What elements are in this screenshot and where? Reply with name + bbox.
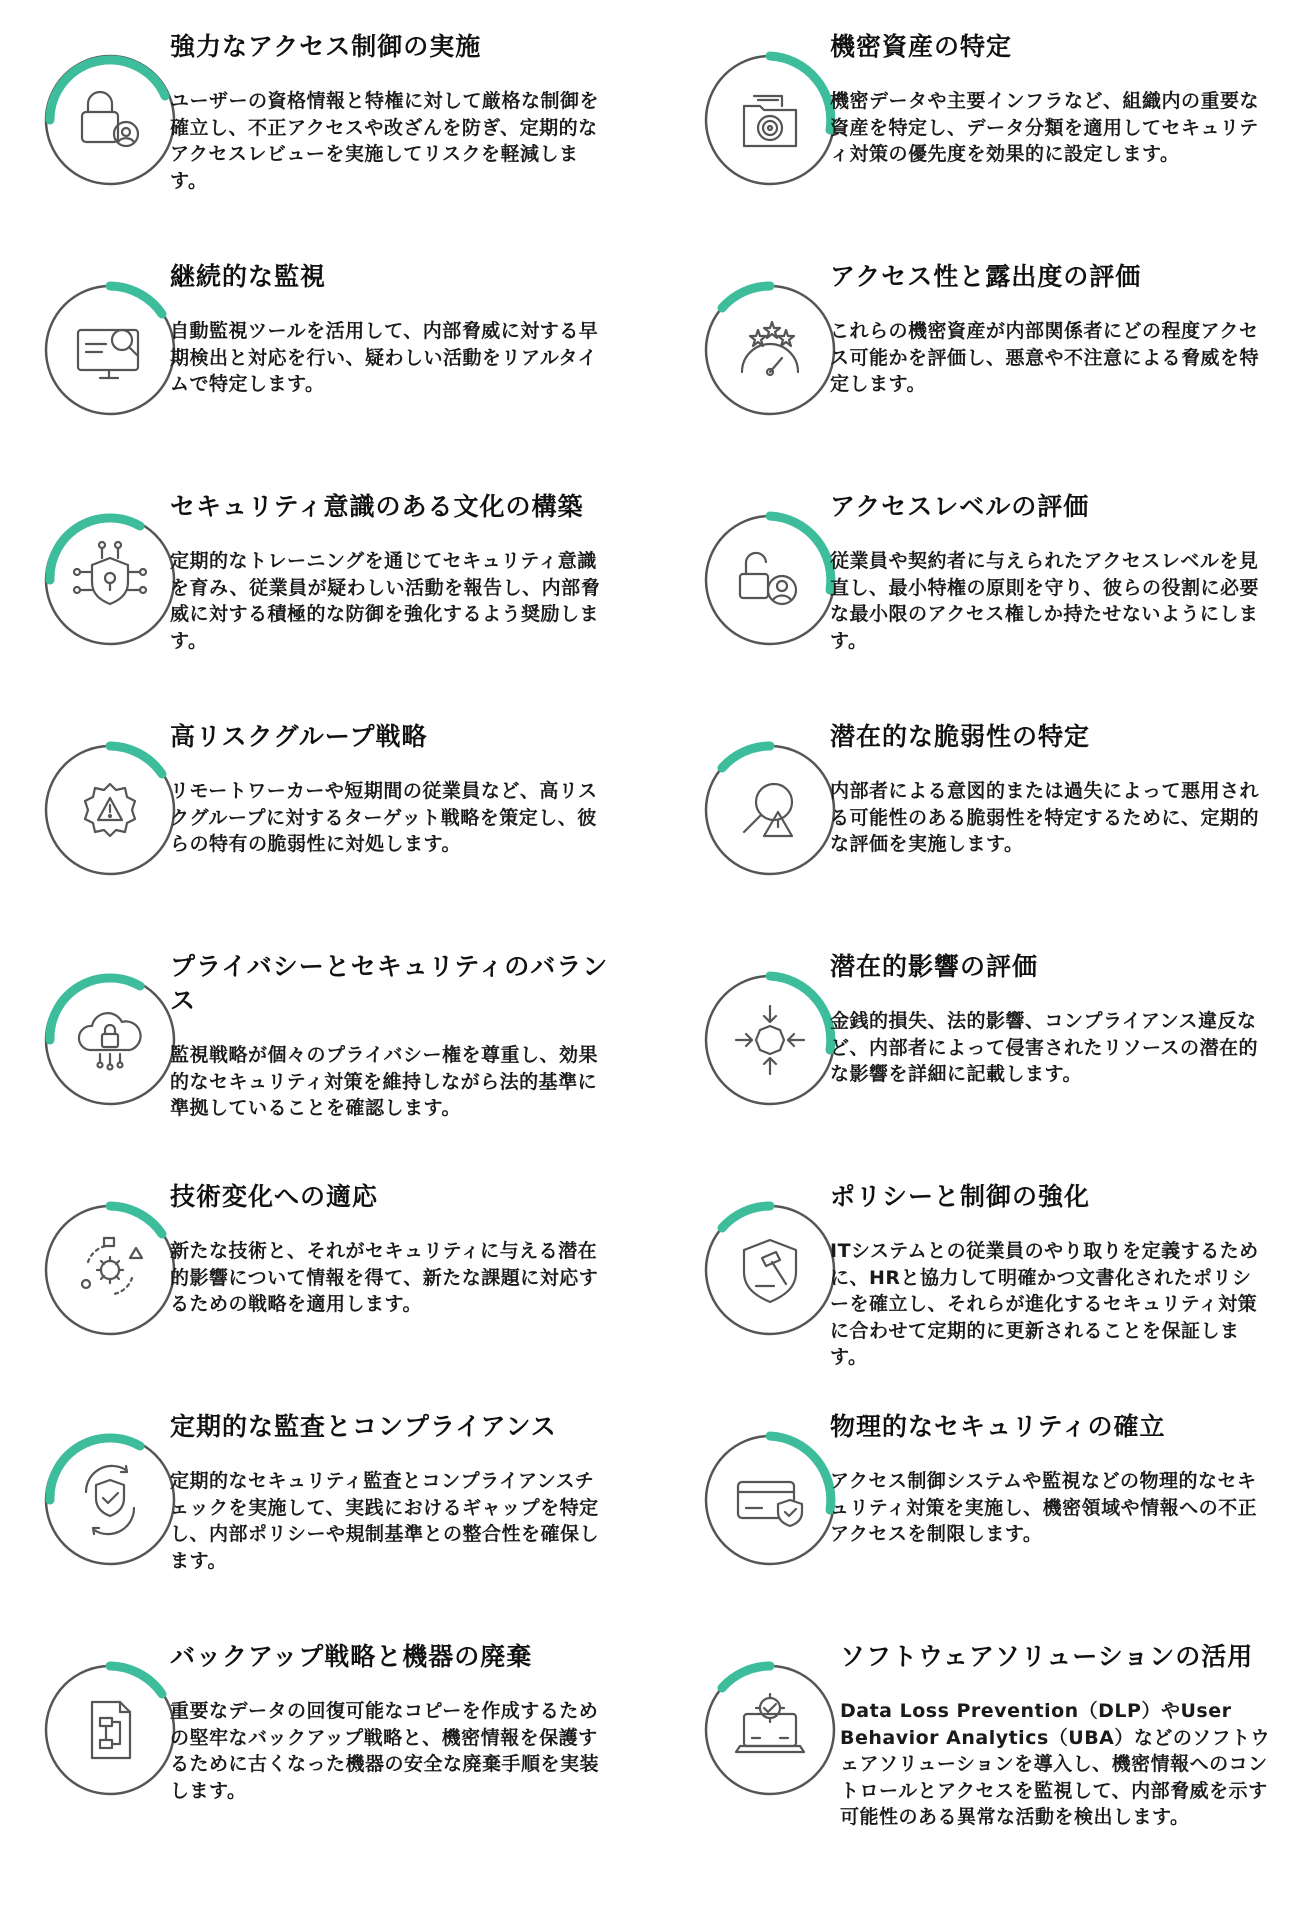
list-item xyxy=(660,1380,1300,1610)
item-description: アクセス制御システムや監視などの物理的なセキュリティ対策を実施し、機密領域や情報への不正アクセスを制限します。 xyxy=(830,1470,1258,1545)
item-title: プライバシーとセキュリティのバランス xyxy=(170,952,609,1015)
item-description: リモートワーカーや短期間の従業員など、高リスクグループに対するターゲット戦略を策定し、彼らの特有の脆弱性に対処します。 xyxy=(170,780,598,855)
item-description: Data Loss Prevention（DLP）やUser Behavior Analytics（UBA）などのソフトウェアソリューションを導入し、機密情報へのコントロールとアクセスを監視して、内部脅威を示す可能性のある異常な活動を検出します。 xyxy=(840,1700,1271,1828)
item-description: 内部者による意図的または過失によって悪用される可能性のある脆弱性を特定するために、定期的な評価を実施します。 xyxy=(830,780,1260,855)
magnifier-warning-icon xyxy=(744,784,792,836)
item-description: ユーザーの資格情報と特権に対して厳格な制御を確立し、不正アクセスや改ざんを防ぎ、定期的なアクセスレビューを実施してリスクを軽減します。 xyxy=(170,90,600,192)
ring-badge xyxy=(700,1430,840,1570)
impact-arrows-icon xyxy=(736,1006,804,1074)
item-description: 定期的なセキュリティ監査とコンプライアンスチェックを実施して、実践におけるギャップを特定し、内部ポリシーや規制基準との整合性を確保します。 xyxy=(170,1470,600,1572)
ring-badge xyxy=(700,280,840,420)
list-item xyxy=(0,230,640,460)
item-title: 潜在的な脆弱性の特定 xyxy=(830,722,1091,751)
list-item xyxy=(660,0,1300,230)
fingerprint-folder-icon xyxy=(744,96,796,146)
ring-badge xyxy=(700,1660,840,1800)
unlock-user-icon xyxy=(740,553,796,604)
item-description: 監視戦略が個々のプライバシー権を尊重し、効果的なセキュリティ対策を維持しながら法的基準に準拠していることを確認します。 xyxy=(170,1044,599,1119)
item-title: 技術変化への適応 xyxy=(170,1182,379,1211)
item-description: これらの機密資産が内部関係者にどの程度アクセス可能かを評価し、悪意や不注意による脅威を特定します。 xyxy=(830,320,1260,395)
item-description: 新たな技術と、それがセキュリティに与える潜在的影響について情報を得て、新たな課題に対応するための戦略を適用します。 xyxy=(170,1240,599,1315)
card-shield-icon xyxy=(738,1482,802,1526)
ring-badge xyxy=(40,510,180,650)
ring-badge xyxy=(40,1200,180,1340)
item-description: 重要なデータの回復可能なコピーを作成するための堅牢なバックアップ戦略と、機密情報を保護するために古くなった機器の安全な廃棄手順を実装します。 xyxy=(170,1700,600,1802)
ring-badge xyxy=(700,510,840,650)
list-item xyxy=(0,920,640,1150)
shield-check-cycle-icon xyxy=(86,1466,134,1534)
item-title: ソフトウェアソリューションの活用 xyxy=(840,1642,1254,1671)
ring-badge xyxy=(40,280,180,420)
item-description: 金銭的損失、法的影響、コンプライアンス違反など、内部者によって侵害されたリソースの潜在的な影響を詳細に記載します。 xyxy=(830,1010,1259,1085)
item-title: 潜在的影響の評価 xyxy=(830,952,1039,981)
list-item xyxy=(0,1380,640,1610)
item-title: 定期的な監査とコンプライアンス xyxy=(170,1412,557,1441)
item-description: 自動監視ツールを活用して、内部脅威に対する早期検出と対応を行い、疑わしい活動をリアルタイムで特定します。 xyxy=(170,320,599,395)
shield-network-icon xyxy=(74,542,146,604)
laptop-gear-icon xyxy=(736,1694,804,1752)
item-description: ITシステムとの従業員のやり取りを定義するために、HRと協力して明確かつ文書化されたポリシーを確立し、それらが進化するセキュリティ対策に合わせて定期的に更新されることを保証します。 xyxy=(830,1240,1259,1368)
ring-badge xyxy=(700,50,840,190)
gauge-stars-icon xyxy=(742,322,798,375)
ring-badge xyxy=(40,740,180,880)
list-item xyxy=(660,1150,1300,1380)
item-title: アクセスレベルの評価 xyxy=(830,492,1090,521)
ring-badge xyxy=(40,970,180,1110)
ring-badge xyxy=(40,1660,180,1800)
item-description: 従業員や契約者に与えられたアクセスレベルを見直し、最小特権の原則を守り、彼らの役割に必要な最小限のアクセス権しか持たせないようにします。 xyxy=(830,550,1260,652)
item-description: 定期的なトレーニングを通じてセキュリティ意識を育み、従業員が疑わしい活動を報告し、内部脅威に対する積極的な防御を強化するよう奨励します。 xyxy=(170,550,601,652)
list-item xyxy=(660,920,1300,1150)
gear-cycle-icon xyxy=(82,1238,142,1294)
item-title: 機密資産の特定 xyxy=(830,32,1013,61)
list-item xyxy=(0,1610,640,1840)
list-item xyxy=(660,230,1300,460)
list-item xyxy=(0,690,640,920)
item-title: バックアップ戦略と機器の廃棄 xyxy=(170,1642,533,1671)
item-title: ポリシーと制御の強化 xyxy=(830,1182,1091,1211)
list-item xyxy=(0,1150,640,1380)
lock-gear-icon xyxy=(82,92,138,146)
ring-badge xyxy=(40,50,180,190)
ring-badge xyxy=(700,740,840,880)
flowchart-doc-icon xyxy=(92,1702,130,1758)
gavel-shield-icon xyxy=(744,1240,796,1302)
gear-warning-icon xyxy=(85,784,135,836)
list-item xyxy=(660,460,1300,690)
item-title: 物理的なセキュリティの確立 xyxy=(830,1412,1166,1441)
list-item xyxy=(660,690,1300,920)
item-title: 強力なアクセス制御の実施 xyxy=(170,32,482,61)
ring-badge xyxy=(700,970,840,1110)
ring-badge xyxy=(40,1430,180,1570)
item-title: セキュリティ意識のある文化の構築 xyxy=(170,492,584,521)
list-item xyxy=(660,1610,1300,1920)
monitor-search-icon xyxy=(78,330,138,378)
item-title: 高リスクグループ戦略 xyxy=(170,722,428,751)
ring-badge xyxy=(700,1200,840,1340)
item-title: アクセス性と露出度の評価 xyxy=(830,262,1142,291)
list-item xyxy=(0,0,640,230)
cloud-lock-icon xyxy=(79,1013,141,1069)
item-description: 機密データや主要インフラなど、組織内の重要な資産を特定し、データ分類を適用してセキュリティ対策の優先度を効果的に設定します。 xyxy=(830,90,1260,165)
item-title: 継続的な監視 xyxy=(170,262,327,291)
list-item xyxy=(0,460,640,690)
